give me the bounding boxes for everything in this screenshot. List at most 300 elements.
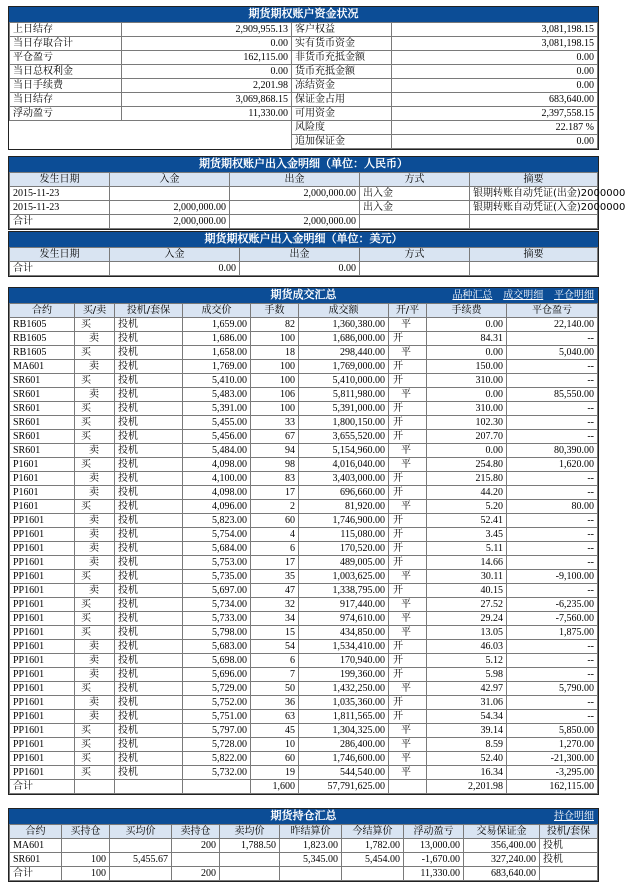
table-cell: 1,823.00 — [280, 839, 342, 853]
table-cell: -3,295.00 — [507, 766, 598, 780]
table-cell: 5,410,000.00 — [299, 374, 389, 388]
table-cell: 7 — [251, 668, 299, 682]
funds-row — [10, 65, 598, 79]
table-cell: 17 — [251, 556, 299, 570]
table-cell: 开 — [389, 430, 427, 444]
column-header: 投机/套保 — [115, 304, 183, 318]
table-row — [10, 654, 598, 668]
table-cell: SR601 — [10, 374, 75, 388]
table-cell: 30.11 — [427, 570, 507, 584]
table-cell: 买 — [75, 570, 115, 584]
table-cell: 投机 — [115, 472, 183, 486]
table-row — [10, 724, 598, 738]
table-cell: 卖 — [75, 556, 115, 570]
funds-row — [10, 79, 598, 93]
table-cell: PP1601 — [10, 640, 75, 654]
table-row — [10, 598, 598, 612]
table-cell: 买 — [75, 318, 115, 332]
table-cell: 4,098.00 — [183, 486, 251, 500]
table-cell: 2,000,000.00 — [230, 187, 360, 201]
table-cell: 6 — [251, 542, 299, 556]
table-row — [10, 682, 598, 696]
trades-links — [444, 288, 594, 303]
column-header: 入金 — [110, 248, 240, 262]
table-cell: 0.00 — [427, 318, 507, 332]
table-cell: SR601 — [10, 416, 75, 430]
table-row — [10, 346, 598, 360]
column-header: 开/平 — [389, 304, 427, 318]
link-position-detail[interactable]: 持仓明细 — [554, 811, 594, 822]
table-cell: 开 — [389, 402, 427, 416]
table-cell: 5,753.00 — [183, 556, 251, 570]
funds-label: 冻结资金 — [292, 79, 392, 93]
table-cell: 买 — [75, 430, 115, 444]
table-cell: 买 — [75, 682, 115, 696]
total-cell — [470, 215, 598, 229]
table-cell: PP1601 — [10, 654, 75, 668]
table-cell: PP1601 — [10, 528, 75, 542]
table-cell: 5,696.00 — [183, 668, 251, 682]
table-cell: 平 — [389, 318, 427, 332]
table-cell: 100 — [251, 374, 299, 388]
table-cell: 投机 — [115, 500, 183, 514]
table-cell: 5,391.00 — [183, 402, 251, 416]
table-cell: 5,040.00 — [507, 346, 598, 360]
table-cell: 1,659.00 — [183, 318, 251, 332]
usd-flow-table — [9, 247, 598, 276]
table-row — [10, 416, 598, 430]
table-cell: 买 — [75, 598, 115, 612]
table-cell: 投机 — [115, 752, 183, 766]
table-cell: 平 — [389, 444, 427, 458]
table-cell: SR601 — [10, 388, 75, 402]
table-cell: 开 — [389, 556, 427, 570]
table-cell: 卖 — [75, 444, 115, 458]
table-cell: 5,454.00 — [342, 853, 404, 867]
table-cell: 买 — [75, 346, 115, 360]
table-cell: PP1601 — [10, 612, 75, 626]
funds-label: 当日总权利金 — [10, 65, 122, 79]
column-header: 方式 — [360, 248, 470, 262]
table-cell: 银期转账自动凭证(出金)2000000 — [470, 187, 598, 201]
table-cell: 平 — [389, 598, 427, 612]
table-cell: 39.14 — [427, 724, 507, 738]
table-cell: 投机 — [115, 528, 183, 542]
table-cell: 0.00 — [427, 388, 507, 402]
column-header: 昨结算价 — [280, 825, 342, 839]
table-cell: 1,746,900.00 — [299, 514, 389, 528]
table-cell: 投机 — [115, 486, 183, 500]
table-cell: 106 — [251, 388, 299, 402]
total-cell: 2,000,000.00 — [230, 215, 360, 229]
table-cell: 6 — [251, 654, 299, 668]
funds-label: 追加保证金 — [292, 135, 392, 149]
total-cell: 1,600 — [251, 780, 299, 794]
table-cell: 3,403,000.00 — [299, 472, 389, 486]
table-cell: 34 — [251, 612, 299, 626]
table-cell: -- — [507, 640, 598, 654]
table-cell: 5.20 — [427, 500, 507, 514]
column-header: 方式 — [360, 173, 470, 187]
funds-value: 3,069,868.15 — [122, 93, 292, 107]
funds-section — [8, 6, 599, 150]
table-cell: 83 — [251, 472, 299, 486]
total-cell — [540, 867, 598, 881]
table-cell: 5,850.00 — [507, 724, 598, 738]
link-trade-detail[interactable]: 成交明细 — [503, 290, 544, 301]
table-cell: 80.00 — [507, 500, 598, 514]
total-cell: 0.00 — [110, 262, 240, 276]
table-cell: PP1601 — [10, 598, 75, 612]
table-cell: 2 — [251, 500, 299, 514]
table-cell: 5,154,960.00 — [299, 444, 389, 458]
table-cell: 5,345.00 — [280, 853, 342, 867]
table-cell: 31.06 — [427, 696, 507, 710]
total-row — [10, 215, 598, 229]
table-cell: 5,455.67 — [110, 853, 172, 867]
table-cell: 卖 — [75, 710, 115, 724]
table-cell: 1,534,410.00 — [299, 640, 389, 654]
table-cell: 5,684.00 — [183, 542, 251, 556]
table-cell: 327,240.00 — [464, 853, 540, 867]
table-cell: 卖 — [75, 654, 115, 668]
table-cell: -9,100.00 — [507, 570, 598, 584]
table-cell: 投机 — [540, 839, 598, 853]
table-cell: 5,751.00 — [183, 710, 251, 724]
table-cell: 卖 — [75, 542, 115, 556]
table-cell: 投机 — [115, 444, 183, 458]
table-cell: 286,400.00 — [299, 738, 389, 752]
table-cell: 5,733.00 — [183, 612, 251, 626]
table-cell: 5,735.00 — [183, 570, 251, 584]
table-cell — [230, 201, 360, 215]
table-row — [10, 766, 598, 780]
column-header: 平仓盈亏 — [507, 304, 598, 318]
table-cell: 开 — [389, 654, 427, 668]
table-cell: 投机 — [115, 556, 183, 570]
table-row — [10, 500, 598, 514]
table-cell: 买 — [75, 752, 115, 766]
total-cell: 100 — [62, 867, 110, 881]
table-cell: 卖 — [75, 514, 115, 528]
total-cell — [360, 262, 470, 276]
table-cell: PP1601 — [10, 668, 75, 682]
table-row — [10, 360, 598, 374]
table-cell: 投机 — [115, 514, 183, 528]
table-cell: 开 — [389, 528, 427, 542]
link-product-summary[interactable]: 品种汇总 — [452, 290, 493, 301]
empty-cell — [10, 121, 122, 135]
table-cell: 10 — [251, 738, 299, 752]
table-row — [10, 458, 598, 472]
table-cell: -7,560.00 — [507, 612, 598, 626]
table-cell: 100 — [251, 332, 299, 346]
table-cell: 19 — [251, 766, 299, 780]
table-cell: -- — [507, 430, 598, 444]
column-header: 合约 — [10, 825, 62, 839]
table-cell: RB1605 — [10, 332, 75, 346]
table-header-row — [10, 304, 598, 318]
table-cell: 54 — [251, 640, 299, 654]
table-cell: 1,769.00 — [183, 360, 251, 374]
trades-section — [8, 287, 599, 795]
column-header: 浮动盈亏 — [404, 825, 464, 839]
table-cell: 98 — [251, 458, 299, 472]
table-cell: 8.59 — [427, 738, 507, 752]
table-cell: P1601 — [10, 458, 75, 472]
table-cell: 1,811,565.00 — [299, 710, 389, 724]
table-cell — [220, 853, 280, 867]
table-cell — [110, 187, 230, 201]
table-cell: 卖 — [75, 584, 115, 598]
table-cell: PP1601 — [10, 584, 75, 598]
table-cell: PP1601 — [10, 724, 75, 738]
table-cell: 63 — [251, 710, 299, 724]
total-cell — [115, 780, 183, 794]
table-cell: 投机 — [115, 542, 183, 556]
table-cell: 投机 — [115, 738, 183, 752]
table-cell: 4,098.00 — [183, 458, 251, 472]
table-cell: 40.15 — [427, 584, 507, 598]
table-cell: SR601 — [10, 402, 75, 416]
table-cell: 投机 — [115, 682, 183, 696]
total-cell: 11,330.00 — [404, 867, 464, 881]
table-cell: -- — [507, 416, 598, 430]
table-cell: 银期转账自动凭证(入金)2000000 — [470, 201, 598, 215]
table-cell: 投机 — [115, 332, 183, 346]
table-cell: 5,790.00 — [507, 682, 598, 696]
table-cell: PP1601 — [10, 752, 75, 766]
table-cell: 买 — [75, 724, 115, 738]
table-cell — [62, 839, 110, 853]
table-row — [10, 388, 598, 402]
table-cell: 卖 — [75, 332, 115, 346]
table-cell: 27.52 — [427, 598, 507, 612]
table-cell: 5,728.00 — [183, 738, 251, 752]
table-cell: 54.34 — [427, 710, 507, 724]
table-row — [10, 430, 598, 444]
total-cell: 合计 — [10, 867, 62, 881]
table-row — [10, 201, 598, 215]
table-cell: -- — [507, 696, 598, 710]
table-cell: 投机 — [115, 626, 183, 640]
table-cell: 1,304,325.00 — [299, 724, 389, 738]
funds-value: 162,115.00 — [122, 51, 292, 65]
cny-flow-title: 期货期权账户出入金明细（单位：人民币） — [9, 157, 598, 172]
total-cell — [470, 262, 598, 276]
table-cell: -- — [507, 654, 598, 668]
link-close-detail[interactable]: 平仓明细 — [554, 290, 594, 301]
funds-row — [10, 37, 598, 51]
column-header: 合约 — [10, 304, 75, 318]
column-header: 摘要 — [470, 173, 598, 187]
table-row — [10, 839, 598, 853]
total-cell — [110, 867, 172, 881]
table-cell: 35 — [251, 570, 299, 584]
table-row — [10, 570, 598, 584]
table-cell: 1,003,625.00 — [299, 570, 389, 584]
table-cell: 115,080.00 — [299, 528, 389, 542]
table-cell: 投机 — [115, 766, 183, 780]
table-cell: 298,440.00 — [299, 346, 389, 360]
total-row — [10, 867, 598, 881]
table-cell: 卖 — [75, 472, 115, 486]
table-cell: 1,035,360.00 — [299, 696, 389, 710]
table-cell: 5,752.00 — [183, 696, 251, 710]
table-cell: 买 — [75, 458, 115, 472]
usd-flow-section — [8, 231, 599, 277]
table-cell: 100 — [251, 360, 299, 374]
table-row — [10, 472, 598, 486]
funds-value: 0.00 — [122, 65, 292, 79]
table-cell: 开 — [389, 486, 427, 500]
table-cell: 5,484.00 — [183, 444, 251, 458]
table-row — [10, 612, 598, 626]
table-cell: 投机 — [115, 458, 183, 472]
table-cell: 310.00 — [427, 402, 507, 416]
table-row — [10, 556, 598, 570]
table-cell: 投机 — [115, 584, 183, 598]
table-row — [10, 318, 598, 332]
table-row — [10, 668, 598, 682]
table-cell: 平 — [389, 682, 427, 696]
table-cell: 投机 — [115, 668, 183, 682]
table-cell: 开 — [389, 374, 427, 388]
table-cell: 平 — [389, 766, 427, 780]
table-row — [10, 486, 598, 500]
table-cell: 投机 — [115, 640, 183, 654]
funds-row — [10, 121, 598, 135]
usd-flow-title: 期货期权账户出入金明细（单位：美元） — [9, 232, 598, 247]
table-cell: 81,920.00 — [299, 500, 389, 514]
table-cell: 170,940.00 — [299, 654, 389, 668]
total-cell: 200 — [172, 867, 220, 881]
table-row — [10, 696, 598, 710]
trades-title-text: 期货成交汇总 — [270, 289, 337, 301]
table-cell: 卖 — [75, 486, 115, 500]
table-cell: -- — [507, 710, 598, 724]
funds-table — [9, 22, 598, 149]
total-cell — [389, 780, 427, 794]
funds-value: 0.00 — [392, 51, 598, 65]
table-cell: 917,440.00 — [299, 598, 389, 612]
table-cell: 5,734.00 — [183, 598, 251, 612]
table-cell: 85,550.00 — [507, 388, 598, 402]
positions-section — [8, 808, 599, 882]
table-cell: 16.34 — [427, 766, 507, 780]
cny-flow-section — [8, 156, 625, 230]
total-cell: 2,000,000.00 — [110, 215, 230, 229]
table-cell: 2015-11-23 — [10, 187, 110, 201]
table-row — [10, 402, 598, 416]
table-cell: -- — [507, 402, 598, 416]
table-cell: 开 — [389, 472, 427, 486]
cny-flow-table — [9, 172, 625, 229]
funds-label: 当日存取合计 — [10, 37, 122, 51]
table-cell: 4,016,040.00 — [299, 458, 389, 472]
table-cell: 平 — [389, 388, 427, 402]
table-cell: 1,620.00 — [507, 458, 598, 472]
column-header: 手续费 — [427, 304, 507, 318]
table-cell: P1601 — [10, 472, 75, 486]
table-cell: 平 — [389, 612, 427, 626]
table-cell: MA601 — [10, 839, 62, 853]
column-header: 成交额 — [299, 304, 389, 318]
table-cell: -- — [507, 360, 598, 374]
table-cell: 投机 — [115, 612, 183, 626]
table-cell: 买 — [75, 612, 115, 626]
table-cell: 696,660.00 — [299, 486, 389, 500]
column-header: 成交价 — [183, 304, 251, 318]
funds-value: 2,909,955.13 — [122, 23, 292, 37]
trades-table — [9, 303, 598, 794]
table-cell: SR601 — [10, 853, 62, 867]
total-cell: 683,640.00 — [464, 867, 540, 881]
table-cell: 1,875.00 — [507, 626, 598, 640]
trades-title — [9, 288, 598, 303]
funds-label: 浮动盈亏 — [10, 107, 122, 121]
table-cell: 170,520.00 — [299, 542, 389, 556]
funds-row — [10, 51, 598, 65]
table-cell: 45 — [251, 724, 299, 738]
table-cell: -1,670.00 — [404, 853, 464, 867]
table-cell: 5.12 — [427, 654, 507, 668]
total-cell — [220, 867, 280, 881]
table-cell: 投机 — [115, 598, 183, 612]
table-cell: 开 — [389, 416, 427, 430]
column-header: 交易保证金 — [464, 825, 540, 839]
funds-value: 0.00 — [392, 135, 598, 149]
table-cell: P1601 — [10, 500, 75, 514]
table-cell: 1,686.00 — [183, 332, 251, 346]
table-cell: 1,270.00 — [507, 738, 598, 752]
total-cell: 57,791,625.00 — [299, 780, 389, 794]
table-cell: 0.00 — [427, 346, 507, 360]
table-cell: 310.00 — [427, 374, 507, 388]
table-cell: PP1601 — [10, 556, 75, 570]
table-cell: PP1601 — [10, 696, 75, 710]
table-cell: 买 — [75, 402, 115, 416]
table-cell: P1601 — [10, 486, 75, 500]
funds-label: 货币充抵金额 — [292, 65, 392, 79]
table-row — [10, 187, 598, 201]
table-cell: 投机 — [115, 724, 183, 738]
table-cell: 平 — [389, 500, 427, 514]
column-header: 发生日期 — [10, 248, 110, 262]
table-cell: 投机 — [115, 346, 183, 360]
funds-value: 2,397,558.15 — [392, 107, 598, 121]
positions-title-text: 期货持仓汇总 — [270, 810, 337, 822]
table-cell: PP1601 — [10, 766, 75, 780]
table-cell: 1,360,380.00 — [299, 318, 389, 332]
table-cell: -- — [507, 486, 598, 500]
table-cell: 平 — [389, 626, 427, 640]
column-header: 摘要 — [470, 248, 598, 262]
funds-row — [10, 23, 598, 37]
table-cell: 5,811,980.00 — [299, 388, 389, 402]
column-header: 卖持仓 — [172, 825, 220, 839]
table-cell: 卖 — [75, 640, 115, 654]
column-header: 出金 — [240, 248, 360, 262]
funds-row — [10, 107, 598, 121]
table-cell: 102.30 — [427, 416, 507, 430]
table-cell: PP1601 — [10, 626, 75, 640]
funds-row — [10, 93, 598, 107]
table-header-row — [10, 825, 598, 839]
column-header: 出金 — [230, 173, 360, 187]
table-cell: 100 — [251, 402, 299, 416]
table-cell: 14.66 — [427, 556, 507, 570]
